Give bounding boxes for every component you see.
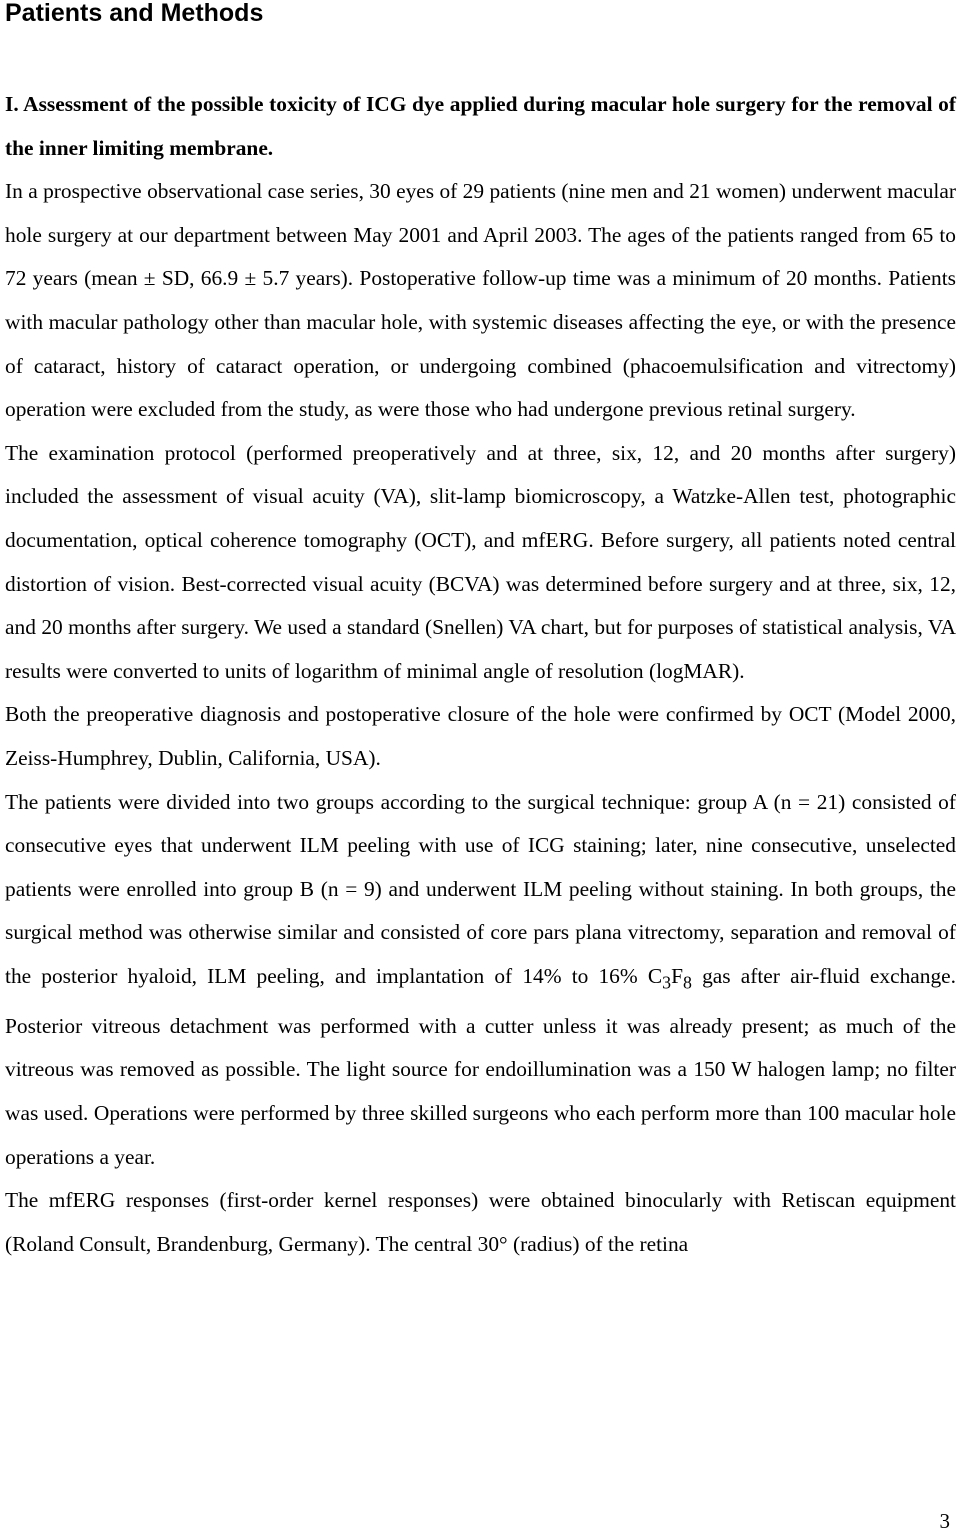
gas-formula: $C_3F_8$ [647, 963, 692, 993]
subsection-heading: I. Assessment of the possible toxicity of ICG dye applied during macular hole surgery for the removal of the inner limiting membrane. [5, 92, 956, 160]
paragraph-examination-protocol: The examination protocol (performed preoperatively and at three, six, 12, and 20 months after surgery) included the assessment of visual acuity (VA), slit-lamp biomicroscopy, a Watzke-Allen test, photographic documentation, optical coherence tomography (OCT), and mfERG. Before surgery, all patients noted central distortion of vision. Best-corrected visual acuity (BCVA) was determined before surgery and at three, six, 12, and 20 months after surgery. We used a standard (Snellen) VA chart, but for purposes of statistical analysis, VA results were converted to units of logarithm of minimal angle of resolution (logMAR). [5, 440, 956, 683]
page-number: 3 [939, 1509, 950, 1533]
paragraph-study-design: In a prospective observational case series, 30 eyes of 29 patients (nine men and 21 women) underwent macular hole surgery at our department between May 2001 and April 2003. The ages of the patients ranged from 65 to 72 years (mean ± SD, 66.9 ± 5.7 years). Postoperative follow-up time was a minimum of 20 months. Patients with macular pathology other than macular hole, with systemic diseases affecting the eye, or with the presence of cataract, history of cataract operation, or undergoing combined (phacoemulsification and vitrectomy) operation were excluded from the study, as were those who had undergone previous retinal surgery. [5, 179, 956, 422]
surgical-groups-text-end: gas after air-fluid exchange. Posterior vitreous detachment was performed with a cutter unless it was already present; as much of the vitreous was removed as possible. The light source for endoillumination was a 150 W halogen lamp; no filter was used. Operations were performed by three skilled surgeons who each perform more than 100 macular hole operations a year. [5, 963, 957, 1169]
section-title: Patients and Methods [5, 0, 264, 27]
paragraph-oct-confirmation: Both the preoperative diagnosis and postoperative closure of the hole were confirmed by OCT (Model 2000, Zeiss-Humphrey, Dublin, California, USA). [5, 702, 956, 770]
paragraph-mferg: The mfERG responses (first-order kernel responses) were obtained binocularly with Retiscan equipment (Roland Consult, Brandenburg, Germany). The central 30° (radius) of the retina [5, 1188, 956, 1256]
surgical-groups-text-start: The patients were divided into two groups according to the surgical technique: group A (n = 21) consisted of consecutive eyes that underwent ILM peeling with use of ICG staining; later, nine consecutive, unselected patients were enrolled into group B (n = 9) and underwent ILM peeling without staining. In both groups, the surgical method was otherwise similar and consisted of core pars plana vitrectomy, separation and removal of the posterior hyaloid, ILM peeling, and implantation of 14% to 16% [5, 789, 956, 988]
paragraph-surgical-groups [5, 781, 956, 1180]
body-text [5, 83, 956, 1266]
